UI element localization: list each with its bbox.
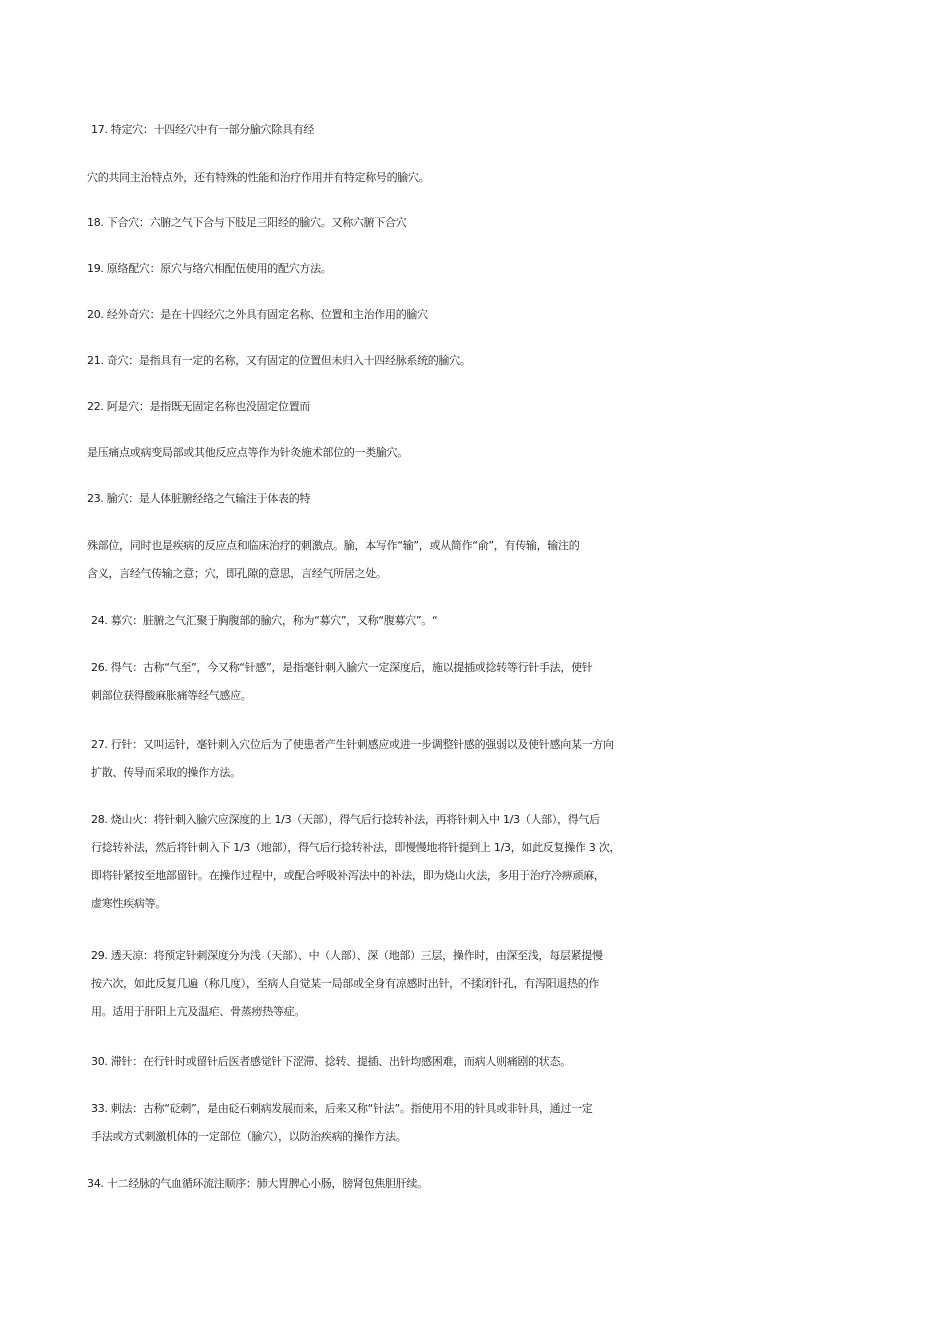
paragraph-20-extra-points: [87, 301, 887, 329]
text-line: 29. 透天凉：将预定针刺深度分为浅（天部）、中（人部）、深（地部）三层，操作时，由深至浅，每层紧提慢: [91, 949, 603, 962]
text-line: 24. 募穴：脏腑之气汇聚于胸腹部的腧穴，称为“募穴”，又称“腹募穴”。“: [91, 614, 438, 627]
paragraph-28-burning-mountain-fire: [87, 806, 891, 918]
paragraph-26-deqi: [87, 654, 891, 710]
paragraph-18-lower-he-sea: [87, 209, 887, 237]
paragraph-29-heaven-penetrating-cooling: [87, 942, 891, 1026]
paragraph-17-special-points: [87, 116, 891, 144]
text-line: 34. 十二经脉的气血循环流注顺序：肺大胃脾心小肠，膀肾包焦胆肝续。: [87, 1177, 428, 1190]
paragraph-23-continued: [87, 532, 887, 588]
paragraph-24-mu-points: [87, 607, 891, 635]
paragraph-22-continued: [87, 439, 887, 467]
paragraph-27-needle-manipulation: [87, 731, 891, 787]
text-line: 20. 经外奇穴：是在十四经穴之外具有固定名称、位置和主治作用的腧穴: [87, 308, 428, 321]
paragraph-34-meridian-flow-order: [87, 1170, 887, 1198]
text-line: 含义，言经气传输之意；穴，即孔隙的意思，言经气所居之处。: [87, 567, 387, 580]
text-line: 用。适用于肝阳上亢及温疟、骨蒸痨热等症。: [91, 1005, 305, 1018]
text-line: 行捻转补法，然后将针刺入下 1/3（地部），得气后行捻转补法，即慢慢地将针提到上 1/3，如此反复操作 3 次，: [91, 841, 621, 854]
text-line: 28. 烧山火：将针刺入腧穴应深度的上 1/3（天部），得气后行捻转补法，再将针刺入中 1/3（人部），得气后: [91, 813, 600, 826]
text-line: 扩散、传导而采取的操作方法。: [91, 766, 241, 779]
paragraph-21-odd-points: [87, 347, 887, 375]
text-line: 26. 得气：古称“气至”，今又称“针感”，是指毫针刺入腧穴一定深度后，施以提插或捻转等行针手法，使针: [91, 661, 593, 674]
paragraph-19-yuan-luo: [87, 255, 887, 283]
paragraph-30-stuck-needle: [87, 1048, 891, 1076]
paragraph-23-acupoints: [87, 485, 887, 513]
paragraph-17-continued: [87, 164, 887, 192]
text-line: 17. 特定穴：十四经穴中有一部分腧穴除具有经: [91, 123, 315, 136]
text-line: 30. 滞针：在行针时或留针后医者感觉针下涩滞、捻转、提插、出针均感困难，而病人则痛剧的状态。: [91, 1055, 571, 1068]
text-line: 穴的共同主治特点外，还有特殊的性能和治疗作用并有特定称号的腧穴。: [87, 171, 430, 184]
paragraph-33-needling-methods: [87, 1095, 891, 1151]
text-line: 27. 行针：又叫运针，毫针刺入穴位后为了使患者产生针刺感应或进一步调整针感的强弱以及使针感向某一方向: [91, 738, 614, 751]
text-line: 23. 腧穴：是人体脏腑经络之气输注于体表的特: [87, 492, 311, 505]
text-line: 手法或方式刺激机体的一定部位（腧穴），以防治疾病的操作方法。: [91, 1130, 407, 1143]
text-line: 22. 阿是穴：是指既无固定名称也没固定位置而: [87, 400, 311, 413]
text-line: 即将针紧按至地部留针。在操作过程中，或配合呼吸补泻法中的补法，即为烧山火法，多用于治疗冷痹顽麻，: [91, 869, 605, 882]
text-line: 19. 原络配穴：原穴与络穴相配伍使用的配穴方法。: [87, 262, 332, 275]
text-line: 殊部位，同时也是疾病的反应点和临床治疗的刺激点。腧，本写作“输”，或从简作“俞”，有传输，输注的: [87, 539, 580, 552]
text-line: 33. 刺法：古称“砭刺”，是由砭石刺病发展而来，后来又称“针法”。指使用不用的针具或非针具，通过一定: [91, 1102, 593, 1115]
text-line: 虚寒性疾病等。: [91, 897, 166, 910]
text-line: 是压痛点或病变局部或其他反应点等作为针灸施术部位的一类腧穴。: [87, 446, 408, 459]
text-line: 按六次，如此反复几遍（称几度），至病人自觉某一局部或全身有凉感时出针，不揉闭针孔，有泻阳退热的作: [91, 977, 600, 990]
text-line: 21. 奇穴：是指具有一定的名称，又有固定的位置但未归入十四经脉系统的腧穴。: [87, 354, 471, 367]
text-line: 18. 下合穴：六腑之气下合与下肢足三阳经的腧穴。又称六腑下合穴: [87, 216, 407, 229]
text-line: 刺部位获得酸麻胀痛等经气感应。: [91, 689, 252, 702]
paragraph-22-ashi-points: [87, 393, 887, 421]
